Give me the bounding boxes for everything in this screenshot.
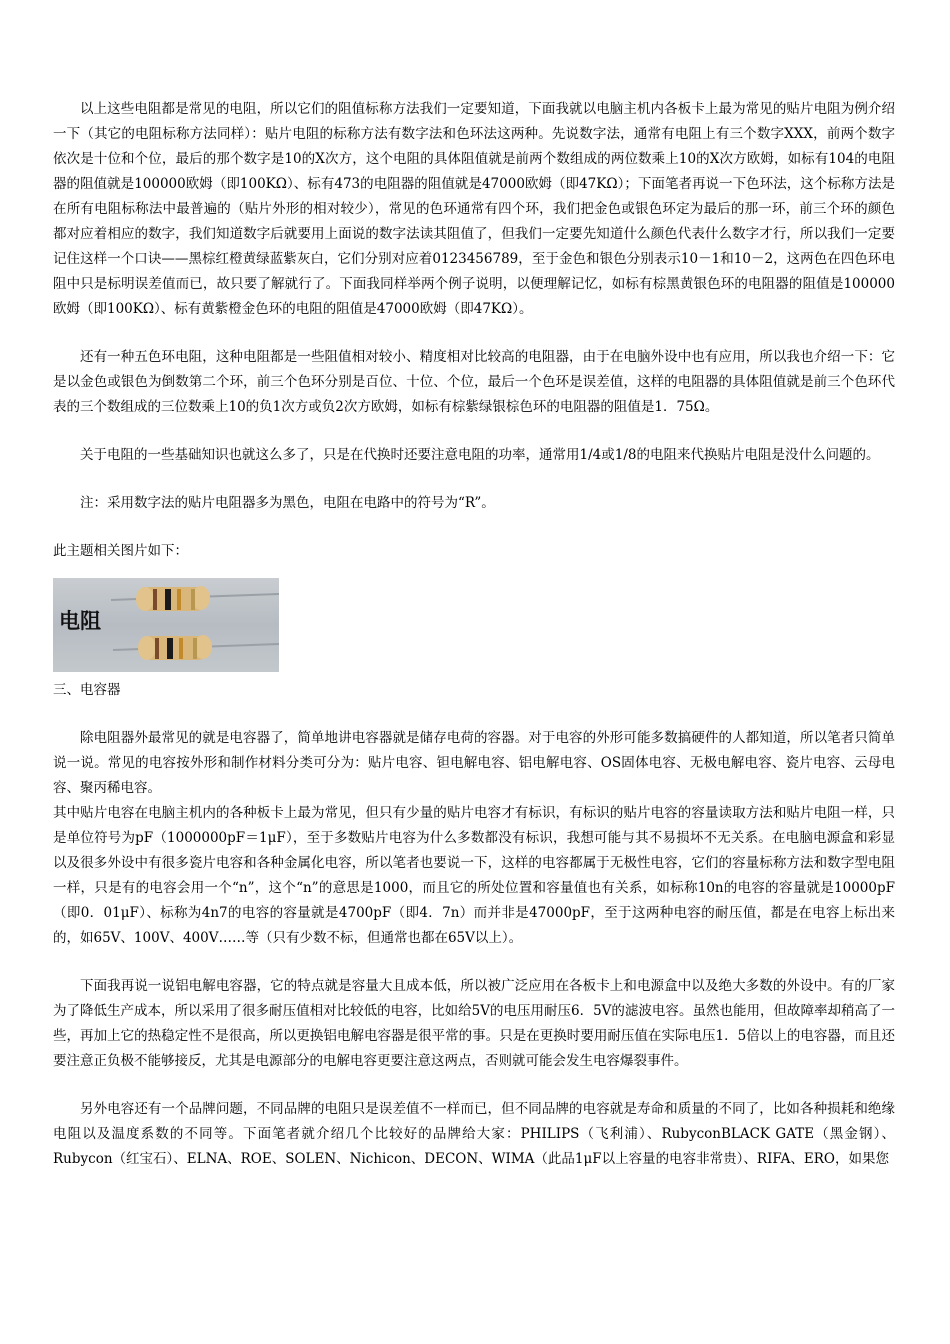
paragraph-resistor-marking: 以上这些电阻都是常见的电阻，所以它们的阻值标称方法我们一定要知道，下面我就以电脑主机内各板卡上最为常见的贴片电阻为例介绍一下（其它的电阻标称方法同样）：贴片电阻的标称方法有数字法和色环法这两种。先说数字法，通常有电阻上有三个数字XXX，前两个数字依次是十位和个位，最后的那个数字是10的X次方，这个电阻的具体阻值就是前两个数组成的两位数乘上10的X次方欧姆，如标有104的电阻器的阻值就是100000欧姆（即100KΩ）、标有473的电阻器的阻值就是47000欧姆（即47KΩ）；下面笔者再说一下色环法，这个标称方法是在所有电阻标称法中最普遍的（贴片外形的相对较少），常见的色环通常有四个环，我们把金色或银色环定为最后的那一环，前三个环的颜色都对应着相应的数字，我们知道数字后就要用上面说的数字法读其阻值了，但我们一定要先知道什么颜色代表什么数字才行，所以我们一定要记住这样一个口诀——黑棕红橙黄绿蓝紫灰白，它们分别对应着0123456789，至于金色和银色分别表示10－1和10－2，这两色在四色环电阻中只是标明误差值而已，故只要了解就行了。下面我同样举两个例子说明，以便理解记忆，如标有棕黑黄银色环的电阻器的阻值是100000欧姆（即100KΩ）、标有黄紫橙金色环的电阻的阻值是47000欧姆（即47KΩ）。 — [53, 101, 896, 317]
spacer — [53, 322, 895, 345]
spacer — [53, 951, 895, 974]
paragraph-resistor-power: 关于电阻的一些基础知识也就这么多了，只是在代换时还要注意电阻的功率，通常用1/4或1/8的电阻来代换贴片电阻是没什么问题的。 — [80, 447, 880, 463]
spacer — [53, 468, 895, 491]
photo-label: 电阻 — [59, 609, 101, 633]
spacer — [53, 703, 895, 726]
image-intro-text: 此主题相关图片如下： — [53, 543, 188, 559]
resistor-photo — [53, 578, 279, 672]
spacer — [53, 516, 895, 539]
paragraph-five-band-resistor: 还有一种五色环电阻，这种电阻都是一些阻值相对较小、精度相对比较高的电阻器，由于在电脑外设中也有应用，所以我也介绍一下：它是以金色或银色为倒数第二个环，前三个色环分别是百位、十位、个位，最后一个色环是误差值，这样的电阻器的具体阻值就是前三个色环代表的三个数组成的三位数乘上10的负1次方或负2次方欧姆，如标有棕紫绿银棕色环的电阻器的阻值是1．75Ω。 — [53, 349, 895, 415]
spacer — [53, 1074, 895, 1097]
paragraph-aluminum-capacitor: 下面我再说一说铝电解电容器，它的特点就是容量大且成本低，所以被广泛应用在各板卡上和电源盒中以及绝大多数的外设中。有的厂家为了降低生产成本，所以采用了很多耐压值相对比较低的电容，比如给5V的电压用耐压6．5V的滤波电容。虽然也能用，但故障率却稍高了一些，再加上它的热稳定性不是很高，所以更换铝电解电容器是很平常的事。只是在更换时要用耐压值在实际电压1．5倍以上的电容器，而且还要注意正负极不能够接反，尤其是电源部分的电解电容更要注意这两点，否则就可能会发生电容爆裂事件。 — [53, 978, 895, 1069]
document-page — [53, 97, 895, 1172]
paragraph-capacitor-brands: 另外电容还有一个品牌问题，不同品牌的电阻只是误差值不一样而已，但不同品牌的电容就是寿命和质量的不同了，比如各种损耗和绝缘电阻以及温度系数的不同等。下面笔者就介绍几个比较好的品牌给大家：PHILIPS（飞利浦）、RubyconBLACK GATE（黑金钢）、Rubycon（红宝石）、ELNA、ROE、SOLEN、Nichicon、DECON、WIMA（此品1μF以上容量的电容非常贵）、RIFA、ERO，如果您 — [53, 1101, 895, 1167]
paragraph-smd-capacitor: 其中贴片电容在电脑主机内的各种板卡上最为常见，但只有少量的贴片电容才有标识，有标识的贴片电容的容量读取方法和贴片电阻一样，只是单位符号为pF（1000000pF＝1μF），至于多数贴片电容为什么多数都没有标识，我想可能与其不易损坏不无关系。在电脑电源盒和彩显以及很多外设中有很多瓷片电容和各种金属化电容，所以笔者也要说一下，这样的电容都属于无极性电容，它们的容量标称方法和数字型电阻一样，只是有的电容会用一个“n”，这个“n”的意思是1000，而且它的所处位置和容量值也有关系，如标称10n的电容的容量就是10000pF（即0．01μF）、标称为4n7的电容的容量就是4700pF（即4．7n）而并非是47000pF，至于这两种电容的耐压值，都是在电容上标出来的，如65V、100V、400V……等（只有少数不标，但通常也都在65V以上）。 — [53, 805, 895, 946]
paragraph-capacitor-intro: 除电阻器外最常见的就是电容器了，简单地讲电容器就是储存电荷的容器。对于电容的外形可能多数搞硬件的人都知道，所以笔者只简单说一说。常见的电容按外形和制作材料分类可分为：贴片电容、钽电解电容、铝电解电容、OS固体电容、无极电解电容、瓷片电容、云母电容、聚丙稀电容。 — [53, 730, 895, 796]
paragraph-resistor-note: 注：采用数字法的贴片电阻器多为黑色，电阻在电路中的符号为“R”。 — [80, 495, 495, 511]
spacer — [53, 420, 895, 443]
section-heading: 三、电容器 — [53, 682, 121, 698]
